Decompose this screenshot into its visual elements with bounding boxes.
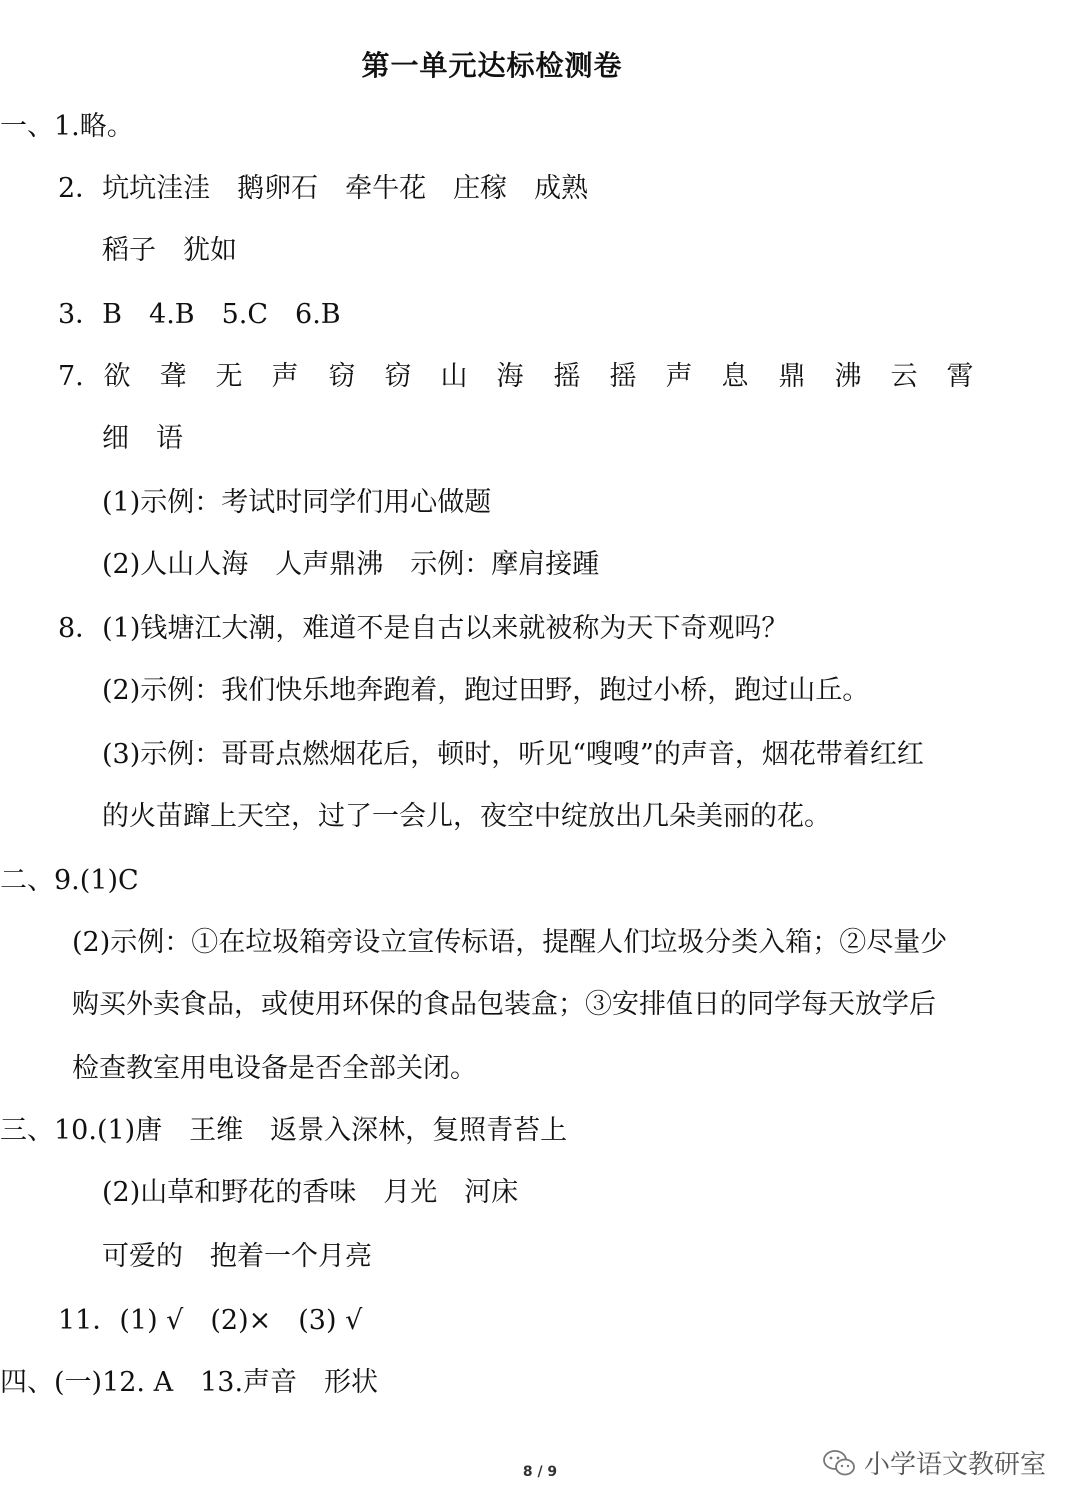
page-title: 第一单元达标检测卷 bbox=[361, 49, 623, 82]
answer-line: 2．坑坑洼洼 鹅卵石 牵牛花 庄稼 成熟 bbox=[58, 173, 589, 204]
q7-char: 欲 bbox=[103, 361, 131, 392]
q7-char: 窃 bbox=[384, 361, 412, 392]
answer-line: 细 语 bbox=[102, 423, 183, 454]
q7-char: 山 bbox=[440, 361, 468, 392]
page-number: 8 / 9 bbox=[522, 1464, 558, 1480]
answer-line: 8．(1)钱塘江大潮，难道不是自古以来就被称为天下奇观吗？ bbox=[58, 613, 789, 644]
answer-line: 检查教室用电设备是否全部关闭。 bbox=[72, 1053, 477, 1084]
q7-char: 无 bbox=[215, 361, 243, 392]
q7-char: 声 bbox=[271, 361, 299, 392]
answer-line: 二、9.(1)C bbox=[0, 865, 139, 896]
q7-char: 声 bbox=[665, 361, 693, 392]
q7-char: 聋 bbox=[159, 361, 187, 392]
answer-line: (2)山草和野花的香味 月光 河床 bbox=[102, 1177, 519, 1208]
q7-char: 摇 bbox=[609, 361, 637, 392]
answer-line: (2)人山人海 人声鼎沸 示例：摩肩接踵 bbox=[102, 549, 600, 580]
answer-line: 的火苗蹿上天空，过了一会儿，夜空中绽放出几朵美丽的花。 bbox=[102, 801, 831, 832]
answer-line: 稻子 犹如 bbox=[102, 235, 237, 266]
q7-char: 鼎 bbox=[778, 361, 806, 392]
answer-line: (2)示例：①在垃圾箱旁设立宣传标语，提醒人们垃圾分类入箱；②尽量少 bbox=[72, 927, 948, 958]
watermark bbox=[822, 1444, 1046, 1481]
answer-line: (2)示例：我们快乐地奔跑着，跑过田野，跑过小桥，跑过山丘。 bbox=[102, 675, 870, 706]
answer-line: 可爱的 抱着一个月亮 bbox=[102, 1241, 372, 1272]
watermark-text: 小学语文教研室 bbox=[863, 1450, 1046, 1480]
answer-line: 四、(一)12. A 13.声音 形状 bbox=[0, 1367, 379, 1398]
answer-line: (1)示例：考试时同学们用心做题 bbox=[102, 487, 492, 518]
answer-line: 11．(1) √ (2)× (3) √ bbox=[58, 1305, 363, 1336]
answer-line: 一、1.略。 bbox=[0, 111, 134, 142]
answer-line: 3．B 4.B 5.C 6.B bbox=[58, 299, 341, 330]
answer-line: 三、10.(1)唐 王维 返景入深林，复照青苔上 bbox=[0, 1115, 568, 1146]
q7-char: 窃 bbox=[328, 361, 356, 392]
answer-line: 购买外卖食品，或使用环保的食品包装盒；③安排值日的同学每天放学后 bbox=[72, 989, 936, 1020]
q7-char: 摇 bbox=[553, 361, 581, 392]
answer-line: (3)示例：哥哥点燃烟花后，顿时，听见“嗖嗖”的声音，烟花带着红红 bbox=[102, 739, 924, 770]
q7-char: 海 bbox=[496, 361, 524, 392]
q7-char: 沸 bbox=[834, 361, 862, 392]
q7-char: 霄 bbox=[946, 361, 974, 392]
q7-char: 息 bbox=[721, 361, 749, 392]
question-number: 7. bbox=[58, 361, 84, 392]
q7-char: 云 bbox=[890, 361, 918, 392]
wechat-icon bbox=[822, 1448, 856, 1478]
